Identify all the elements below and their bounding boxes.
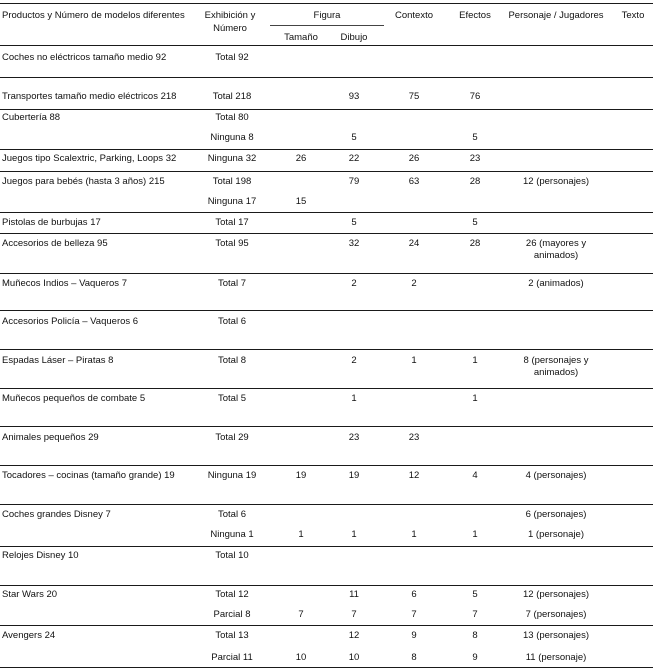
exhibicion-value: Ninguna 17 [207, 196, 257, 207]
tamano-value: 15 [295, 196, 307, 207]
personaje-value: 6 (personajes) [525, 509, 587, 520]
exhibicion-value: Total 10 [215, 550, 249, 561]
dibujo-value: 12 [348, 630, 360, 641]
personaje-value-line2: animados) [533, 367, 579, 378]
dibujo-value: 23 [348, 432, 360, 443]
product-name: Coches grandes Disney 7 [2, 509, 111, 520]
exhibicion-value: Ninguna 8 [210, 132, 254, 143]
row-separator [0, 171, 653, 172]
tamano-value: 19 [295, 470, 307, 481]
row-separator [0, 504, 653, 505]
figura-underline [270, 25, 384, 26]
efectos-value: 8 [472, 630, 478, 641]
efectos-value: 23 [469, 153, 481, 164]
row-separator [0, 109, 653, 110]
header-products: Productos y Número de modelos diferentes [2, 10, 185, 21]
contexto-value: 24 [408, 238, 420, 249]
product-name: Muñecos Indios – Vaqueros 7 [2, 278, 127, 289]
exhibicion-value: Total 5 [218, 393, 246, 404]
header-exhibicion-line2: Número [213, 23, 247, 34]
dibujo-value: 2 [351, 278, 357, 289]
efectos-value: 1 [472, 529, 478, 540]
exhibicion-value: Total 218 [212, 91, 252, 102]
dibujo-value: 5 [351, 217, 357, 228]
product-name: Juegos tipo Scalextric, Parking, Loops 32 [2, 153, 177, 164]
product-name: Tocadores – cocinas (tamaño grande) 19 [2, 470, 175, 481]
exhibicion-value: Total 95 [215, 238, 249, 249]
table-top-rule [0, 3, 653, 4]
personaje-value: 26 (mayores y [525, 238, 587, 249]
exhibicion-value: Total 80 [215, 112, 249, 123]
efectos-value: 28 [469, 238, 481, 249]
exhibicion-value: Total 7 [218, 278, 246, 289]
row-separator [0, 310, 653, 311]
product-name: Muñecos pequeños de combate 5 [2, 393, 146, 404]
row-separator [0, 349, 653, 350]
dibujo-value: 10 [348, 652, 360, 663]
personaje-value: 2 (animados) [528, 278, 584, 289]
exhibicion-value: Parcial 8 [213, 609, 251, 620]
header-tamano: Tamaño [284, 32, 318, 43]
efectos-value: 4 [472, 470, 478, 481]
header-figura: Figura [313, 10, 341, 21]
exhibicion-value: Total 6 [218, 316, 246, 327]
efectos-value: 9 [472, 652, 478, 663]
personaje-value: 11 (personaje) [525, 652, 587, 663]
contexto-value: 26 [408, 153, 420, 164]
efectos-value: 28 [469, 176, 481, 187]
product-name: Accesorios de belleza 95 [2, 238, 108, 249]
contexto-value: 2 [411, 278, 417, 289]
row-separator [0, 149, 653, 150]
row-separator [0, 273, 653, 274]
row-separator [0, 546, 653, 547]
header-dibujo: Dibujo [340, 32, 368, 43]
header-exhibicion-line1: Exhibición y [204, 10, 256, 21]
tamano-value: 1 [298, 529, 304, 540]
product-name: Pistolas de burbujas 17 [2, 217, 101, 228]
contexto-value: 1 [411, 355, 417, 366]
exhibicion-value: Total 198 [212, 176, 252, 187]
efectos-value: 1 [472, 393, 478, 404]
personaje-value: 12 (personajes) [522, 176, 590, 187]
header-bottom-rule [0, 45, 653, 46]
exhibicion-value: Parcial 11 [211, 652, 253, 663]
personaje-value: 4 (personajes) [525, 470, 587, 481]
contexto-value: 1 [411, 529, 417, 540]
row-separator [0, 625, 653, 626]
efectos-value: 5 [472, 132, 478, 143]
row-separator [0, 667, 653, 668]
dibujo-value: 1 [351, 393, 357, 404]
tamano-value: 7 [298, 609, 304, 620]
product-name: Accesorios Policía – Vaqueros 6 [2, 316, 139, 327]
header-personaje: Personaje / Jugadores [508, 10, 604, 21]
exhibicion-value: Total 17 [215, 217, 249, 228]
exhibicion-value: Total 6 [218, 509, 246, 520]
header-texto: Texto [621, 10, 645, 21]
personaje-value: 13 (personajes) [522, 630, 590, 641]
efectos-value: 5 [472, 589, 478, 600]
contexto-value: 75 [408, 91, 420, 102]
personaje-value-line2: animados) [533, 250, 579, 261]
efectos-value: 76 [469, 91, 481, 102]
dibujo-value: 22 [348, 153, 360, 164]
product-name: Coches no eléctricos tamaño medio 92 [2, 52, 167, 63]
exhibicion-value: Ninguna 32 [207, 153, 257, 164]
dibujo-value: 1 [351, 529, 357, 540]
contexto-value: 63 [408, 176, 420, 187]
row-separator [0, 585, 653, 586]
tamano-value: 10 [295, 652, 307, 663]
dibujo-value: 7 [351, 609, 357, 620]
product-name: Star Wars 20 [2, 589, 58, 600]
product-name: Juegos para bebés (hasta 3 años) 215 [2, 176, 165, 187]
personaje-value: 1 (personaje) [528, 529, 584, 540]
exhibicion-value: Total 29 [215, 432, 249, 443]
contexto-value: 8 [411, 652, 417, 663]
product-name: Avengers 24 [2, 630, 56, 641]
header-efectos: Efectos [459, 10, 491, 21]
dibujo-value: 93 [348, 91, 360, 102]
product-name: Espadas Láser – Piratas 8 [2, 355, 114, 366]
dibujo-value: 2 [351, 355, 357, 366]
header-contexto: Contexto [394, 10, 434, 21]
dibujo-value: 19 [348, 470, 360, 481]
exhibicion-value: Ninguna 1 [210, 529, 254, 540]
efectos-value: 7 [472, 609, 478, 620]
row-separator [0, 465, 653, 466]
contexto-value: 9 [411, 630, 417, 641]
dibujo-value: 5 [351, 132, 357, 143]
row-separator [0, 388, 653, 389]
exhibicion-value: Total 8 [218, 355, 246, 366]
row-separator [0, 212, 653, 213]
product-name: Relojes Disney 10 [2, 550, 79, 561]
contexto-value: 6 [411, 589, 417, 600]
row-separator [0, 233, 653, 234]
contexto-value: 23 [408, 432, 420, 443]
dibujo-value: 79 [348, 176, 360, 187]
product-name: Animales pequeños 29 [2, 432, 99, 443]
dibujo-value: 11 [349, 589, 359, 600]
personaje-value: 12 (personajes) [522, 589, 590, 600]
efectos-value: 1 [472, 355, 478, 366]
row-separator [0, 77, 653, 78]
efectos-value: 5 [472, 217, 478, 228]
personaje-value: 7 (personajes) [525, 609, 587, 620]
product-name: Transportes tamaño medio eléctricos 218 [2, 91, 177, 102]
exhibicion-value: Ninguna 19 [207, 470, 257, 481]
product-name: Cubertería 88 [2, 112, 61, 123]
exhibicion-value: Total 13 [215, 630, 249, 641]
tamano-value: 26 [295, 153, 307, 164]
contexto-value: 7 [411, 609, 417, 620]
dibujo-value: 32 [348, 238, 360, 249]
personaje-value: 8 (personajes y [523, 355, 589, 366]
exhibicion-value: Total 92 [215, 52, 249, 63]
exhibicion-value: Total 12 [215, 589, 249, 600]
contexto-value: 12 [408, 470, 420, 481]
row-separator [0, 426, 653, 427]
